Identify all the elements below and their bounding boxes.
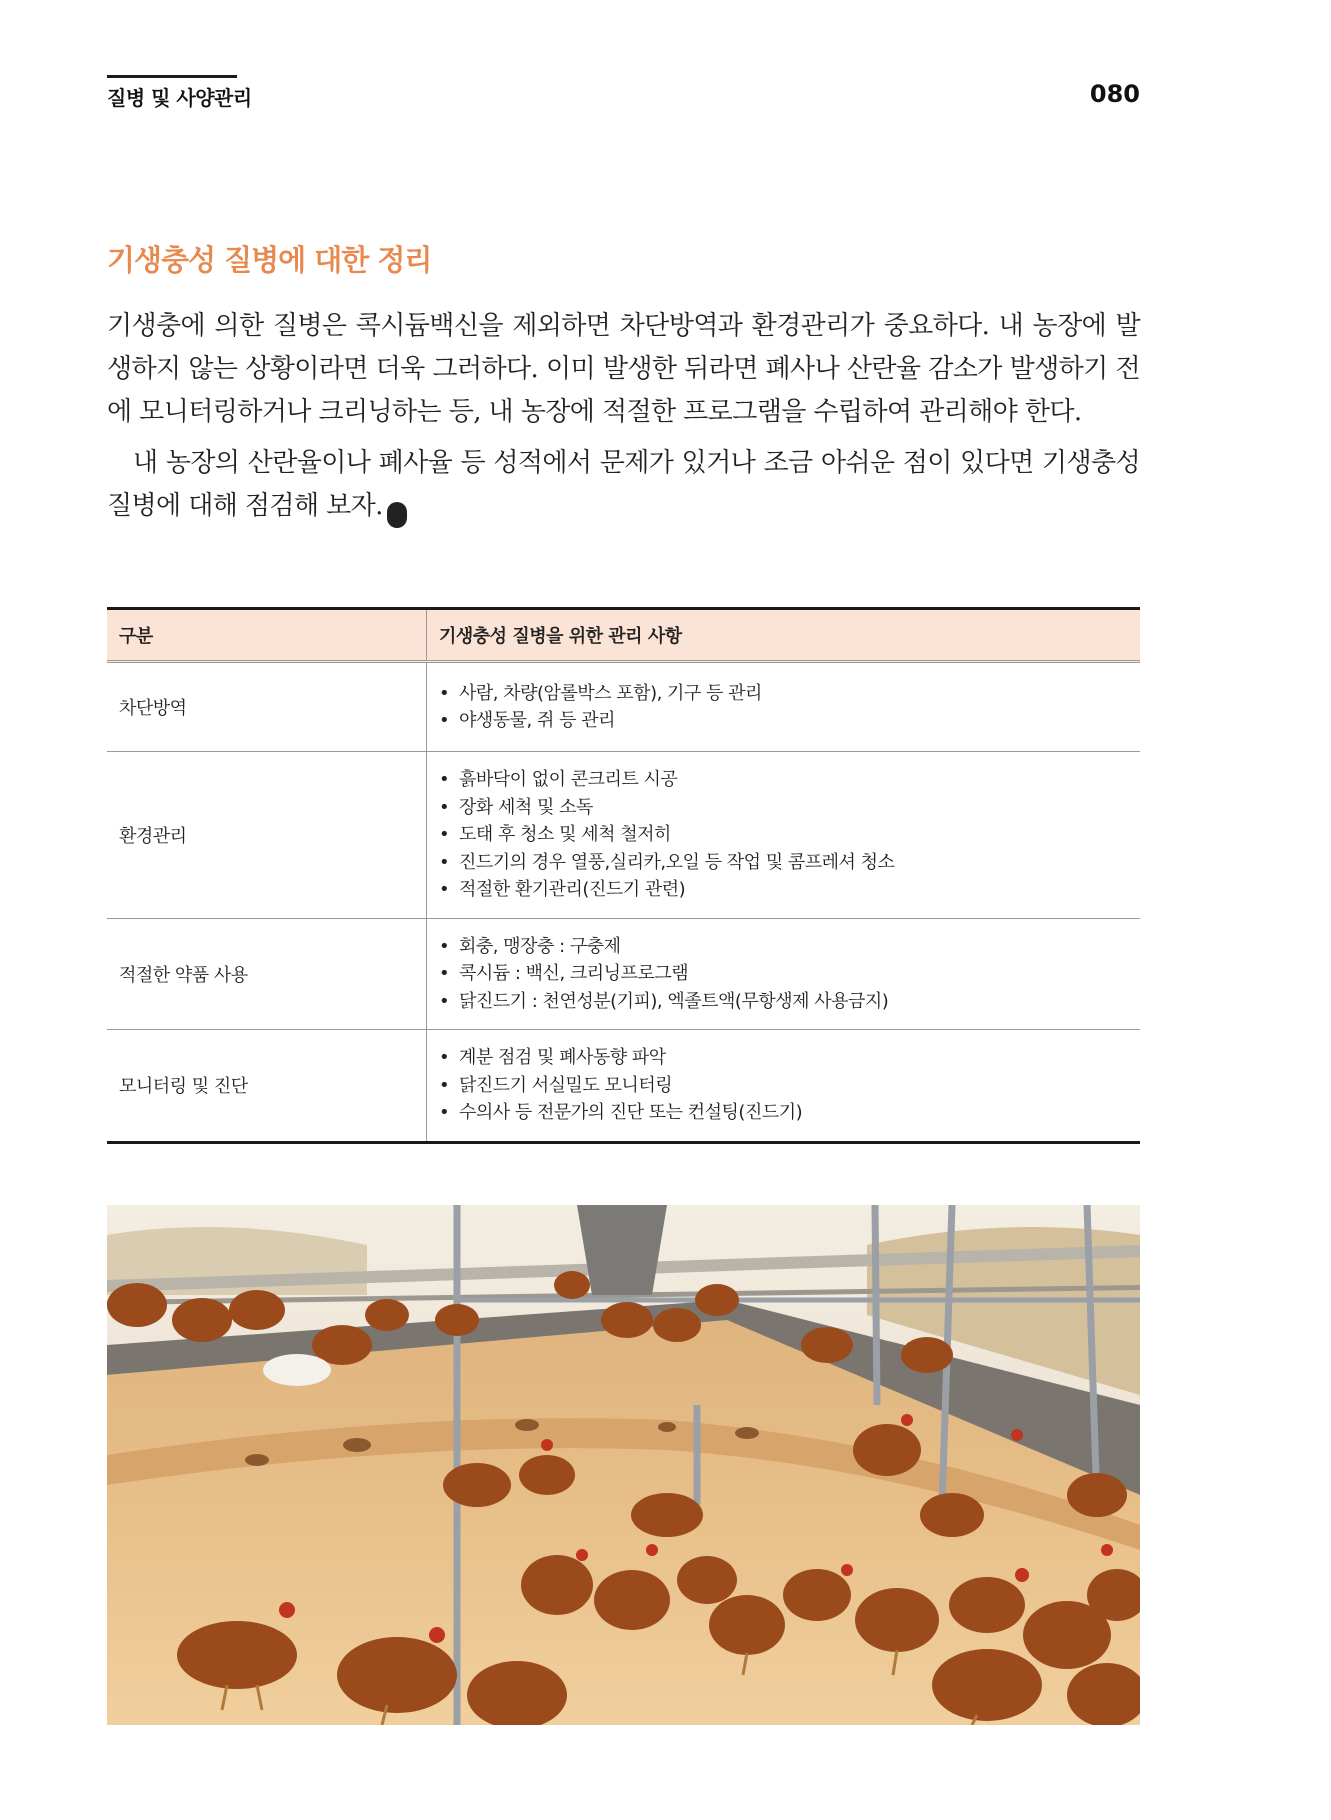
table-row <box>107 918 1140 1030</box>
body-text <box>107 305 1140 528</box>
list-item: • 야생동물, 쥐 등 관리 <box>439 707 1128 735</box>
row-category: 차단방역 <box>107 662 427 752</box>
management-table <box>107 607 1140 1144</box>
paragraph-2 <box>107 442 1140 528</box>
header-rule <box>107 75 237 78</box>
list-item: • 사람, 차량(암롤박스 포함), 기구 등 관리 <box>439 680 1128 708</box>
row-category: 적절한 약품 사용 <box>107 918 427 1030</box>
note-icon: ● <box>387 502 407 528</box>
list-item: • 흙바닥이 없이 콘크리트 시공 <box>439 766 1128 794</box>
list-item: • 장화 세척 및 소독 <box>439 794 1128 822</box>
section-title: 기생충성 질병에 대한 정리 <box>107 243 432 277</box>
row-category: 환경관리 <box>107 752 427 919</box>
row-category: 모니터링 및 진단 <box>107 1030 427 1143</box>
paragraph-2-text: 내 농장의 산란율이나 폐사율 등 성적에서 문제가 있거나 조금 아쉬운 점이 있다면 기생충성 질병에 대해 점검해 보자. <box>107 448 1140 521</box>
row-items <box>427 918 1141 1030</box>
list-item: • 회충, 맹장충 : 구충제 <box>439 933 1128 961</box>
header-measures: 기생충성 질병을 위한 관리 사항 <box>427 609 1141 662</box>
list-item: • 계분 점검 및 폐사동향 파악 <box>439 1044 1128 1072</box>
header-category: 구분 <box>107 609 427 662</box>
page-number: 080 <box>1089 80 1140 108</box>
list-item: • 진드기의 경우 열풍,실리카,오일 등 작업 및 콤프레셔 청소 <box>439 849 1128 877</box>
list-item: • 콕시듐 : 백신, 크리닝프로그램 <box>439 960 1128 988</box>
list-item: • 적절한 환기관리(진드기 관련) <box>439 876 1128 904</box>
table-header-row <box>107 609 1140 662</box>
table-row <box>107 752 1140 919</box>
table-row <box>107 1030 1140 1143</box>
running-title: 질병 및 사양관리 <box>107 86 252 110</box>
list-item: • 닭진드기 서실밀도 모니터링 <box>439 1072 1128 1100</box>
chicken-farm-illustration <box>107 1205 1140 1725</box>
list-item: • 도태 후 청소 및 세척 철저히 <box>439 821 1128 849</box>
row-items <box>427 1030 1141 1143</box>
row-items <box>427 662 1141 752</box>
chicken-farm-photo <box>107 1205 1140 1725</box>
paragraph-1: 기생충에 의한 질병은 콕시듐백신을 제외하면 차단방역과 환경관리가 중요하다. 내 농장에 발생하지 않는 상황이라면 더욱 그러하다. 이미 발생한 뒤라면 폐사나 산란율 감소가 발생하기 전에 모니터링하거나 크리닝하는 등, 내 농장에 적절한 프로그램을 수립하여 관리해야 한다. <box>107 311 1140 427</box>
list-item: • 수의사 등 전문가의 진단 또는 컨설팅(진드기) <box>439 1099 1128 1127</box>
list-item: • 닭진드기 : 천연성분(기피), 엑졸트액(무항생제 사용금지) <box>439 988 1128 1016</box>
row-items <box>427 752 1141 919</box>
table-row <box>107 662 1140 752</box>
